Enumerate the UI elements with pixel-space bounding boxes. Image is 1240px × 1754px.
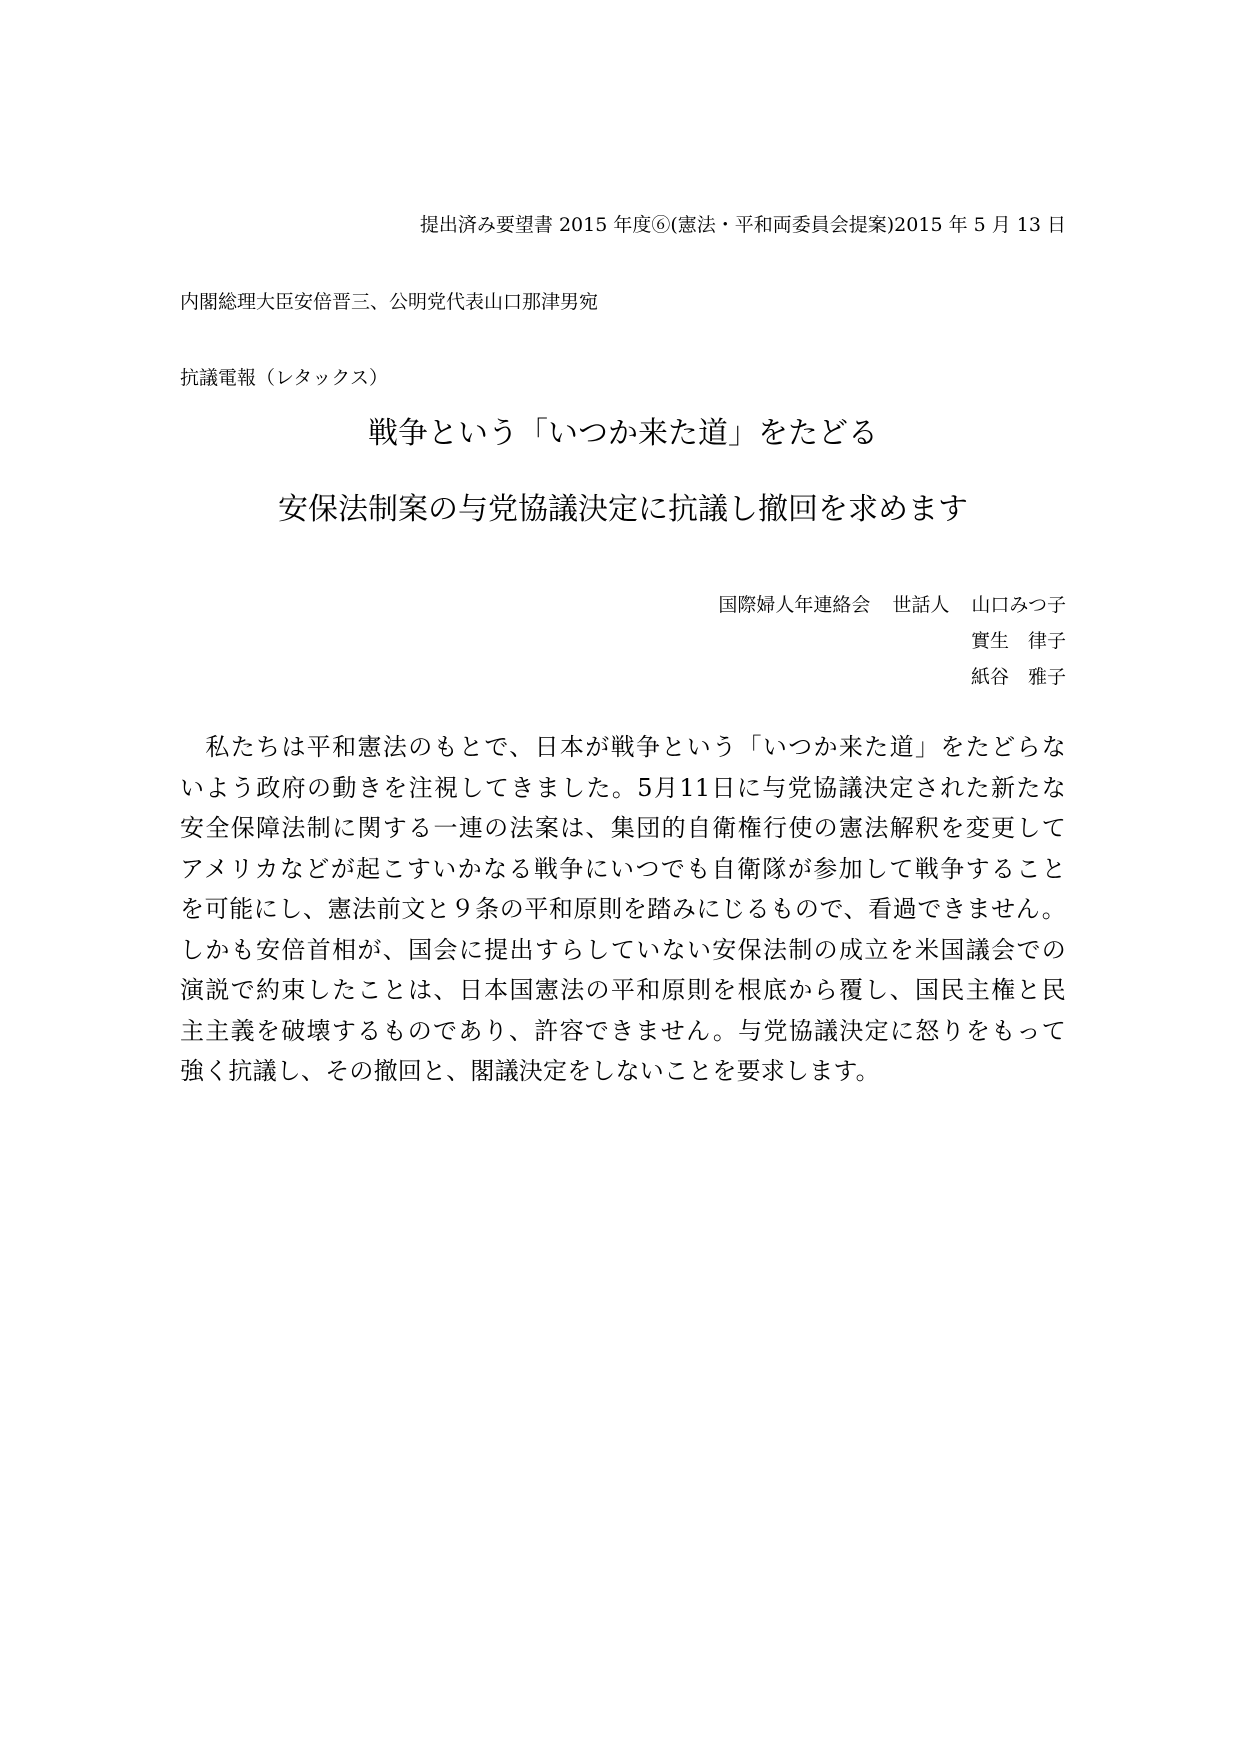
body-line: しかも安倍首相が、国会に提出すらしていない安保法制の成立を米国議会での xyxy=(180,935,1066,964)
body-line: 強く抗議し、その撤回と、閣議決定をしないことを要求します。 xyxy=(180,1057,880,1085)
body-line: 主主義を破壊するものであり、許容できません。与党協議決定に怒りをもって xyxy=(180,1016,1066,1045)
body-line: 安全保障法制に関する一連の法案は、集団的自衛権行使の憲法解釈を変更して xyxy=(180,814,1066,842)
signatory-name: 紙谷 雅子 xyxy=(970,666,1066,688)
signatory-organization: 国際婦人年連絡会 xyxy=(718,594,871,616)
body-paragraph xyxy=(180,727,1066,1092)
body-line: 演説で約束したことは、日本国憲法の平和原則を根底から覆し、国民主権と民 xyxy=(180,976,1066,1004)
signatory-line-1 xyxy=(560,587,1066,623)
body-line: を可能にし、憲法前文と９条の平和原則を踏みにじるもので、看過できません。 xyxy=(180,895,1066,923)
title-line-1: 戦争という「いつか来た道」をたどる xyxy=(368,416,878,451)
body-line: いよう政府の動きを注視してきました。5月11日に与党協議決定された新たな xyxy=(180,773,1066,802)
document-type: 抗議電報（レタックス） xyxy=(180,367,389,389)
recipients-line: 内閣総理大臣安倍晋三、公明党代表山口那津男宛 xyxy=(180,291,599,313)
signatory-name: 山口みつ子 xyxy=(971,594,1066,616)
title-line-2: 安保法制案の与党協議決定に抗議し撤回を求めます xyxy=(278,492,968,527)
document-reference-line: 提出済み要望書 2015 年度⑥(憲法・平和両委員会提案)2015 年 5 月 13 日 xyxy=(419,214,1066,236)
signatory-role: 世話人 xyxy=(892,594,950,616)
body-line: アメリカなどが起こすいかなる戦争にいつでも自衛隊が参加して戦争すること xyxy=(180,854,1066,883)
signatory-name: 實生 律子 xyxy=(970,630,1066,652)
body-line: 私たちは平和憲法のもとで、日本が戦争という「いつか来た道」をたどらな xyxy=(180,733,1066,761)
signatories-block xyxy=(560,587,1066,695)
